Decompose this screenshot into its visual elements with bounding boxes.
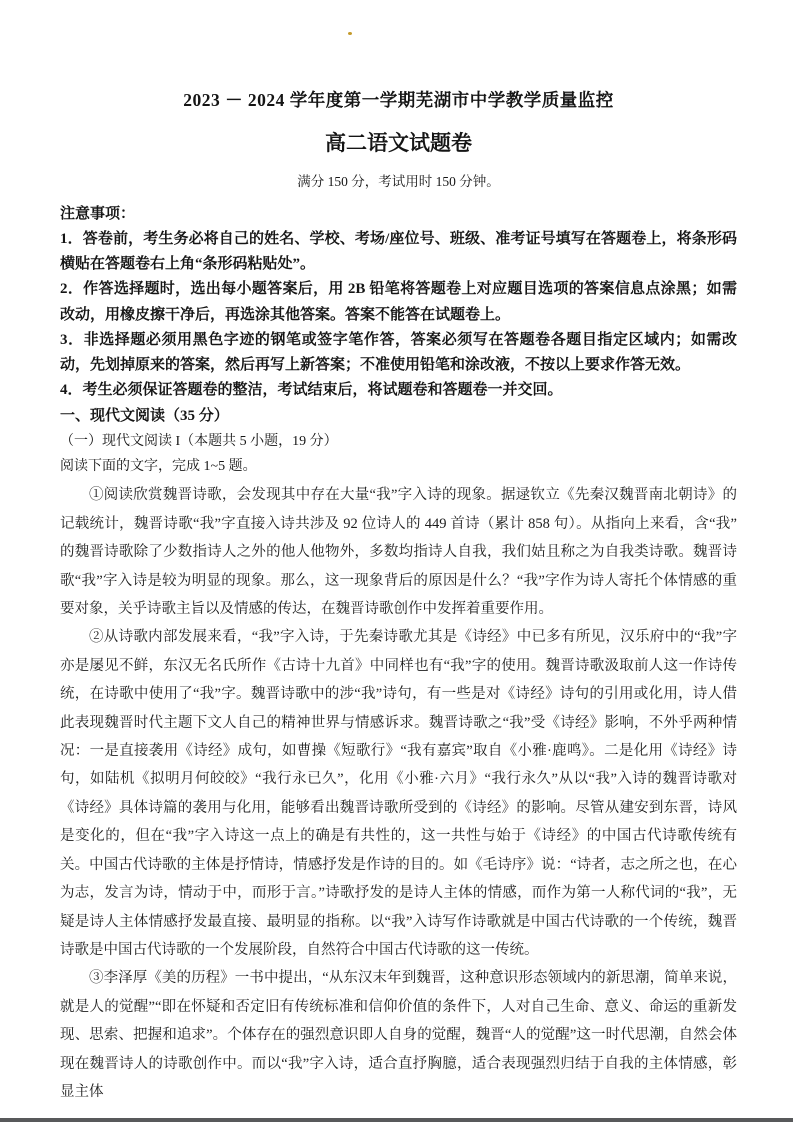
notice-section (60, 202, 737, 403)
passage-paragraph-1: ①阅读欣赏魏晋诗歌，会发现其中存在大量“我”字入诗的现象。据逯钦立《先秦汉魏晋南北朝诗》的记载统计，魏晋诗歌“我”字直接入诗共涉及 92 位诗人的 449 首诗（累计 858 句）。从指向上来看，含“我”的魏晋诗歌除了少数指诗人之外的他人他物外，多数均指诗人自我，我们姑且称之为自我类诗歌。魏晋诗歌“我”字入诗是较为明显的现象。那么，这一现象背后的原因是什么？“我”字作为诗人寄托个体情感的重要对象，关乎诗歌主旨以及情感的传达，在魏晋诗歌创作中发挥着重要作用。 (60, 487, 737, 618)
notice-item-3: 3．非选择题必须用黑色字迹的钢笔或签字笔作答，答案必须写在答题卷各题目指定区域内；如需改动，先划掉原来的答案，然后再写上新答案；不准使用铅笔和涂改液，不按以上要求作答无效。 (60, 331, 737, 374)
score-duration: 满分 150 分，考试用时 150 分钟。 (297, 174, 500, 189)
passage-paragraph-2: ②从诗歌内部发展来看，“我”字入诗，于先秦诗歌尤其是《诗经》中已多有所见，汉乐府中的“我”字亦是屡见不鲜，东汉无名氏所作《古诗十九首》中同样也有“我”字的使用。魏晋诗歌汲取前人这一作诗传统，在诗歌中使用了“我”字。魏晋诗歌中的涉“我”诗句，有一些是对《诗经》诗句的引用或化用，诗人借此表现魏晋时代主题下文人自己的精神世界与情感诉求。魏晋诗歌之“我”受《诗经》影响，不外乎两种情况：一是直接袭用《诗经》成句，如曹操《短歌行》“我有嘉宾”取自《小雅·鹿鸣》。二是化用《诗经》诗句，如陆机《拟明月何皎皎》“我行永已久”，化用《小雅·六月》“我行永久”从以“我”入诗的魏晋诗歌对《诗经》具体诗篇的袭用与化用，能够看出魏晋诗歌所受到的《诗经》的影响。尽管从建安到东晋，诗风是变化的，但在“我”字入诗这一点上的确是有共性的，这一共性与始于《诗经》的中国古代诗歌传统有关。中国古代诗歌的主体是抒情诗，情感抒发是作诗的目的。如《毛诗序》说：“诗者，志之所之也，在心为志，发言为诗，情动于中，而形于言。”诗歌抒发的是诗人主体的情感，而作为第一人称代词的“我”，无疑是诗人主体情感抒发最直接、最明显的指称。以“我”入诗写作诗歌就是中国古代诗歌的一个传统，魏晋诗歌是中国古代诗歌的一个发展阶段，自然符合中国古代诗歌的这一传统。 (60, 629, 737, 958)
subsection-heading: （一）现代文阅读 I（本题共 5 小题，19 分） (60, 434, 338, 450)
notice-heading: 注意事项： (60, 206, 136, 222)
notice-item-4: 4．考生必须保证答题卷的整洁，考试结束后，将试题卷和答题卷一并交回。 (60, 382, 563, 399)
scan-speck (348, 32, 352, 35)
paper-title: 高二语文试题卷 (325, 131, 472, 155)
section-modern-reading (60, 403, 737, 1106)
passage-paragraph-3: ③李泽厚《美的历程》一书中提出，“从东汉末年到魏晋，这种意识形态领域内的新思潮，简单来说，就是人的觉醒”“即在怀疑和否定旧有传统标准和信仰价值的条件下，人对自己生命、意义、命运的重新发现、思索、把握和追求”。个体存在的强烈意识即人自身的觉醒，魏晋“人的觉醒”这一时代思潮，自然会体现在魏晋诗人的诗歌创作中。而以“我”字入诗，适合直抒胸臆，适合表现强烈归结于自我的主体情感，彰显主体 (60, 970, 737, 1100)
reading-instruction: 阅读下面的文字，完成 1~5 题。 (60, 459, 257, 475)
section-heading: 一、现代文阅读（35 分） (60, 408, 229, 425)
notice-item-1: 1．答卷前，考生务必将自己的姓名、学校、考场/座位号、班级、准考证号填写在答题卷上，将条形码横贴在答题卷右上角“条形码粘贴处”。 (60, 231, 737, 273)
reading-passage (60, 481, 737, 1106)
notice-item-2: 2．作答选择题时，选出每小题答案后，用 2B 铅笔将答题卷上对应题目选项的答案信息点涂黑；如需改动，用橡皮擦干净后，再选涂其他答案。答案不能答在试题卷上。 (60, 281, 737, 323)
bottom-edge-bar (0, 1118, 793, 1122)
exam-title: 2023 － 2024 学年度第一学期芜湖市中学教学质量监控 (183, 90, 614, 110)
